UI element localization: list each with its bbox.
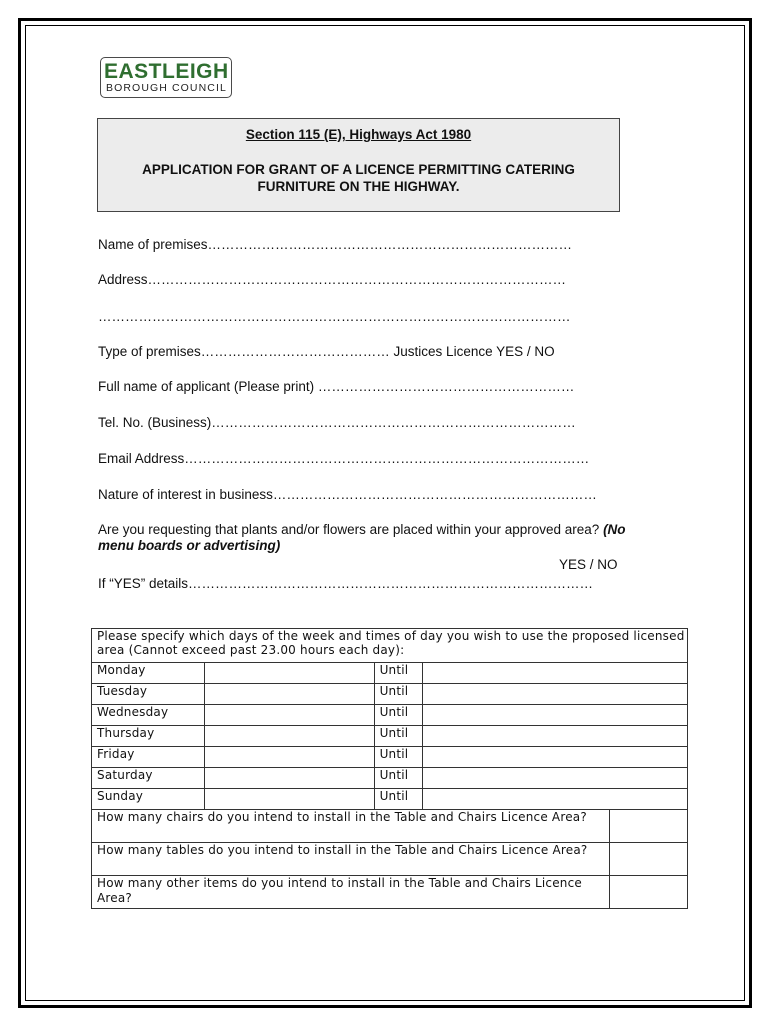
until-label: Until: [374, 663, 422, 684]
type-of-premises-field[interactable]: Type of premises…………………………………… Justices Licence YES / NO: [98, 344, 555, 359]
from-time-input[interactable]: [204, 789, 374, 810]
plants-yes-no[interactable]: YES / NO: [559, 557, 618, 572]
until-time-input[interactable]: [422, 705, 687, 726]
address-continuation-field[interactable]: ……………………………………………………………………………………………: [98, 309, 571, 324]
table-row: [92, 789, 688, 810]
logo-name: EASTLEIGH: [104, 60, 229, 83]
if-yes-details-field[interactable]: If “YES” details………………………………………………………………………………: [98, 576, 594, 591]
until-label: Until: [374, 789, 422, 810]
business-tel-field[interactable]: Tel. No. (Business)………………………………………………………………………: [98, 415, 576, 430]
schedule-intro: Please specify which days of the week and times of day you wish to use the proposed licensed area (Cannot exceed past 23.00 hours each day):: [92, 629, 688, 663]
from-time-input[interactable]: [204, 768, 374, 789]
until-label: Until: [374, 747, 422, 768]
table-row: [92, 810, 688, 843]
council-logo: [100, 57, 232, 98]
chairs-count-input[interactable]: [610, 810, 688, 843]
table-row: [92, 747, 688, 768]
name-of-premises-field[interactable]: Name of premises………………………………………………………………………: [98, 237, 573, 252]
tables-question: How many tables do you intend to install in the Table and Chairs Licence Area?: [92, 843, 610, 876]
until-time-input[interactable]: [422, 789, 687, 810]
chairs-question: How many chairs do you intend to install in the Table and Chairs Licence Area?: [92, 810, 610, 843]
nature-of-interest-field[interactable]: Nature of interest in business………………………………………………………………: [98, 487, 597, 502]
table-row: [92, 726, 688, 747]
email-address-field[interactable]: Email Address………………………………………………………………………………: [98, 451, 590, 466]
plants-question: [98, 522, 628, 554]
other-items-count-input[interactable]: [610, 876, 688, 909]
address-field[interactable]: Address…………………………………………………………………………………: [98, 272, 567, 287]
day-label: Monday: [92, 663, 205, 684]
logo-subtitle: BOROUGH COUNCIL: [106, 82, 227, 94]
until-label: Until: [374, 684, 422, 705]
day-label: Saturday: [92, 768, 205, 789]
day-label: Sunday: [92, 789, 205, 810]
day-label: Thursday: [92, 726, 205, 747]
from-time-input[interactable]: [204, 747, 374, 768]
plants-question-note: (No menu boards or advertising): [98, 522, 626, 553]
day-label: Wednesday: [92, 705, 205, 726]
form-title: APPLICATION FOR GRANT OF A LICENCE PERMITTING CATERING FURNITURE ON THE HIGHWAY.: [142, 162, 575, 194]
until-label: Until: [374, 726, 422, 747]
until-time-input[interactable]: [422, 768, 687, 789]
plants-question-text: Are you requesting that plants and/or flowers are placed within your approved area?: [98, 522, 604, 537]
from-time-input[interactable]: [204, 726, 374, 747]
table-row: [92, 663, 688, 684]
table-row: [92, 705, 688, 726]
from-time-input[interactable]: [204, 705, 374, 726]
until-label: Until: [374, 705, 422, 726]
until-time-input[interactable]: [422, 747, 687, 768]
until-label: Until: [374, 768, 422, 789]
from-time-input[interactable]: [204, 684, 374, 705]
day-label: Friday: [92, 747, 205, 768]
act-heading: Section 115 (E), Highways Act 1980: [245, 127, 472, 142]
schedule-table: [91, 628, 688, 909]
day-label: Tuesday: [92, 684, 205, 705]
tables-count-input[interactable]: [610, 843, 688, 876]
until-time-input[interactable]: [422, 726, 687, 747]
until-time-input[interactable]: [422, 684, 687, 705]
table-row: [92, 843, 688, 876]
applicant-name-field[interactable]: Full name of applicant (Please print) …………………………………………………: [98, 379, 575, 394]
table-row: [92, 684, 688, 705]
until-time-input[interactable]: [422, 663, 687, 684]
table-row: [92, 629, 688, 663]
table-row: [92, 768, 688, 789]
from-time-input[interactable]: [204, 663, 374, 684]
title-box: [97, 118, 620, 212]
other-items-question: How many other items do you intend to install in the Table and Chairs Licence Area?: [92, 876, 610, 909]
table-row: [92, 876, 688, 909]
